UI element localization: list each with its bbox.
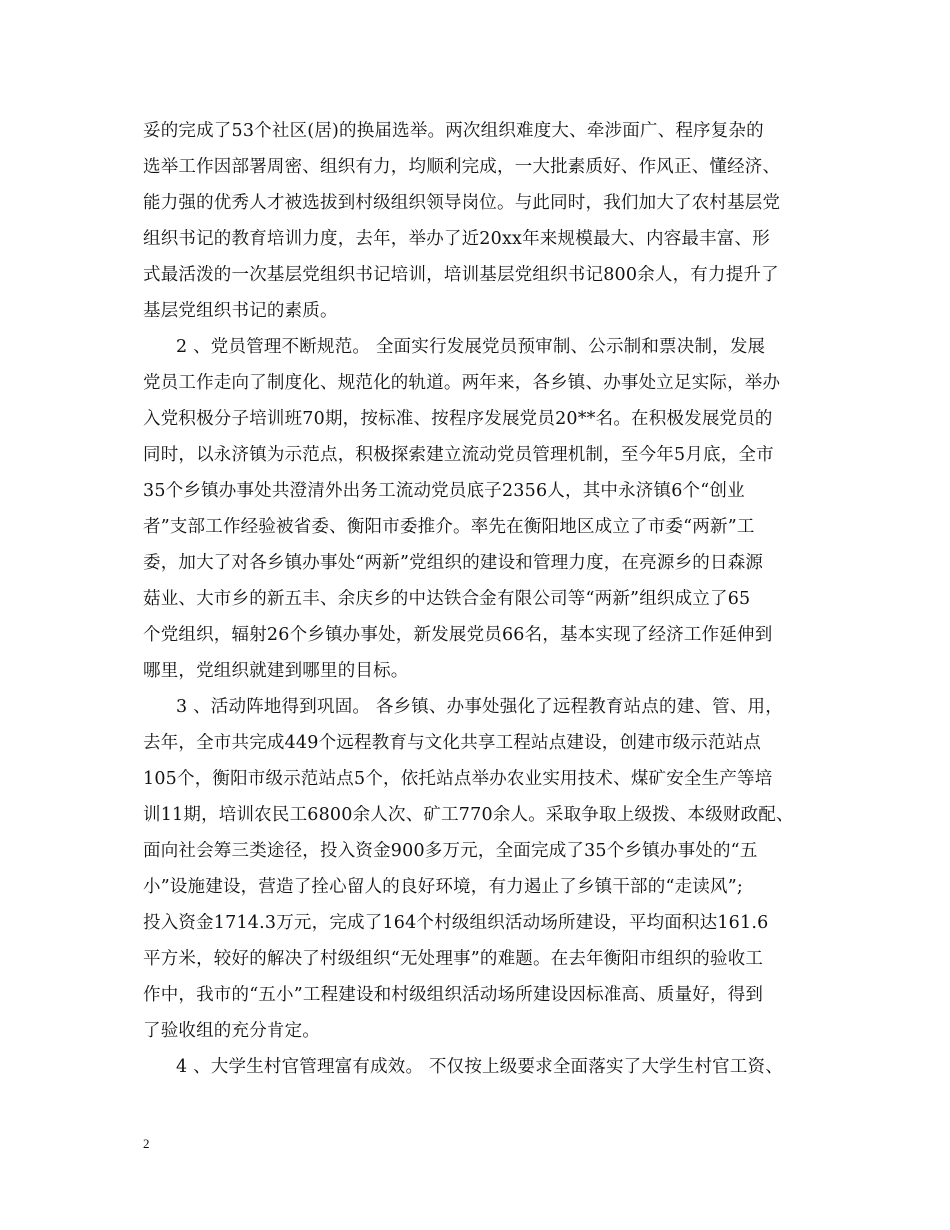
text-line: 平方米，较好的解决了村级组织“无处理事”的难题。在去年衡阳市组织的验收工	[143, 949, 764, 969]
text-line: 同时，以永济镇为示范点，积极探索建立流动党员管理机制，至今年5月底，全市	[143, 445, 774, 465]
text-line: 基层党组织书记的素质。	[143, 301, 338, 321]
text-line: 选举工作因部署周密、组织有力，均顺利完成，一大批素质好、作风正、懂经济、	[143, 157, 781, 177]
paragraph-heading-line: 2 、党员管理不断规范。 全面实行发展党员预审制、公示制和票决制，发展	[176, 337, 766, 357]
text-line: 能力强的优秀人才被选拔到村级组织领导岗位。与此同时，我们加大了农村基层党	[143, 193, 781, 213]
text-line: 妥的完成了53个社区(居)的换届选举。两次组织难度大、牵涉面广、程序复杂的	[143, 121, 764, 141]
paragraph-heading-line: 3 、活动阵地得到巩固。 各乡镇、办事处强化了远程教育站点的建、管、用，	[176, 697, 783, 717]
text-line: 式最活泼的一次基层党组织书记培训，培训基层党组织书记800余人，有力提升了	[143, 265, 779, 285]
text-line: 面向社会筹三类途径，投入资金900多万元，全面完成了35个乡镇办事处的“五	[143, 841, 758, 861]
text-line: 委，加大了对各乡镇办事处“两新”党组织的建设和管理力度，在亮源乡的日森源	[143, 553, 764, 573]
text-line: 了验收组的充分肯定。	[143, 1021, 320, 1041]
text-line: 入党积极分子培训班70期，按标准、按程序发展党员20**名。在积极发展党员的	[143, 409, 773, 429]
page-number: 2	[143, 1136, 150, 1151]
text-line: 小”设施建设，营造了拴心留人的良好环境，有力遏止了乡镇干部的“走读风”;	[143, 877, 743, 897]
text-line: 党员工作走向了制度化、规范化的轨道。两年来，各乡镇、办事处立足实际，举办	[143, 373, 781, 393]
text-line: 作中，我市的“五小”工程建设和村级组织活动场所建设因标准高、质量好，得到	[143, 985, 764, 1005]
text-line: 去年，全市共完成449个远程教育与文化共享工程站点建设，创建市级示范站点	[143, 733, 762, 753]
text-line: 105个，衡阳市级示范站点5个，依托站点举办农业实用技术、煤矿安全生产等培	[143, 769, 773, 789]
text-line: 哪里，党组织就建到哪里的目标。	[143, 661, 409, 681]
text-line: 组织书记的教育培训力度，去年，举办了近20xx年来规模最大、内容最丰富、形	[143, 229, 770, 249]
text-line: 35个乡镇办事处共澄清外出务工流动党员底子2356人，其中永济镇6个“创业	[143, 481, 745, 501]
text-line: 训11期，培训农民工6800余人次、矿工770余人。采取争取上级拨、本级财政配、	[143, 805, 794, 825]
text-line: 投入资金1714.3万元，完成了164个村级组织活动场所建设，平均面积达161.6	[143, 913, 769, 933]
paragraph-heading-line: 4 、大学生村官管理富有成效。 不仅按上级要求全面落实了大学生村官工资、	[176, 1057, 783, 1077]
text-line: 个党组织，辐射26个乡镇办事处，新发展党员66名，基本实现了经济工作延伸到	[143, 625, 773, 645]
text-line: 者”支部工作经验被省委、衡阳市委推介。率先在衡阳地区成立了市委“两新”工	[143, 517, 755, 537]
text-line: 菇业、大市乡的新五丰、余庆乡的中达铁合金有限公司等“两新”组织成立了65	[143, 589, 751, 609]
